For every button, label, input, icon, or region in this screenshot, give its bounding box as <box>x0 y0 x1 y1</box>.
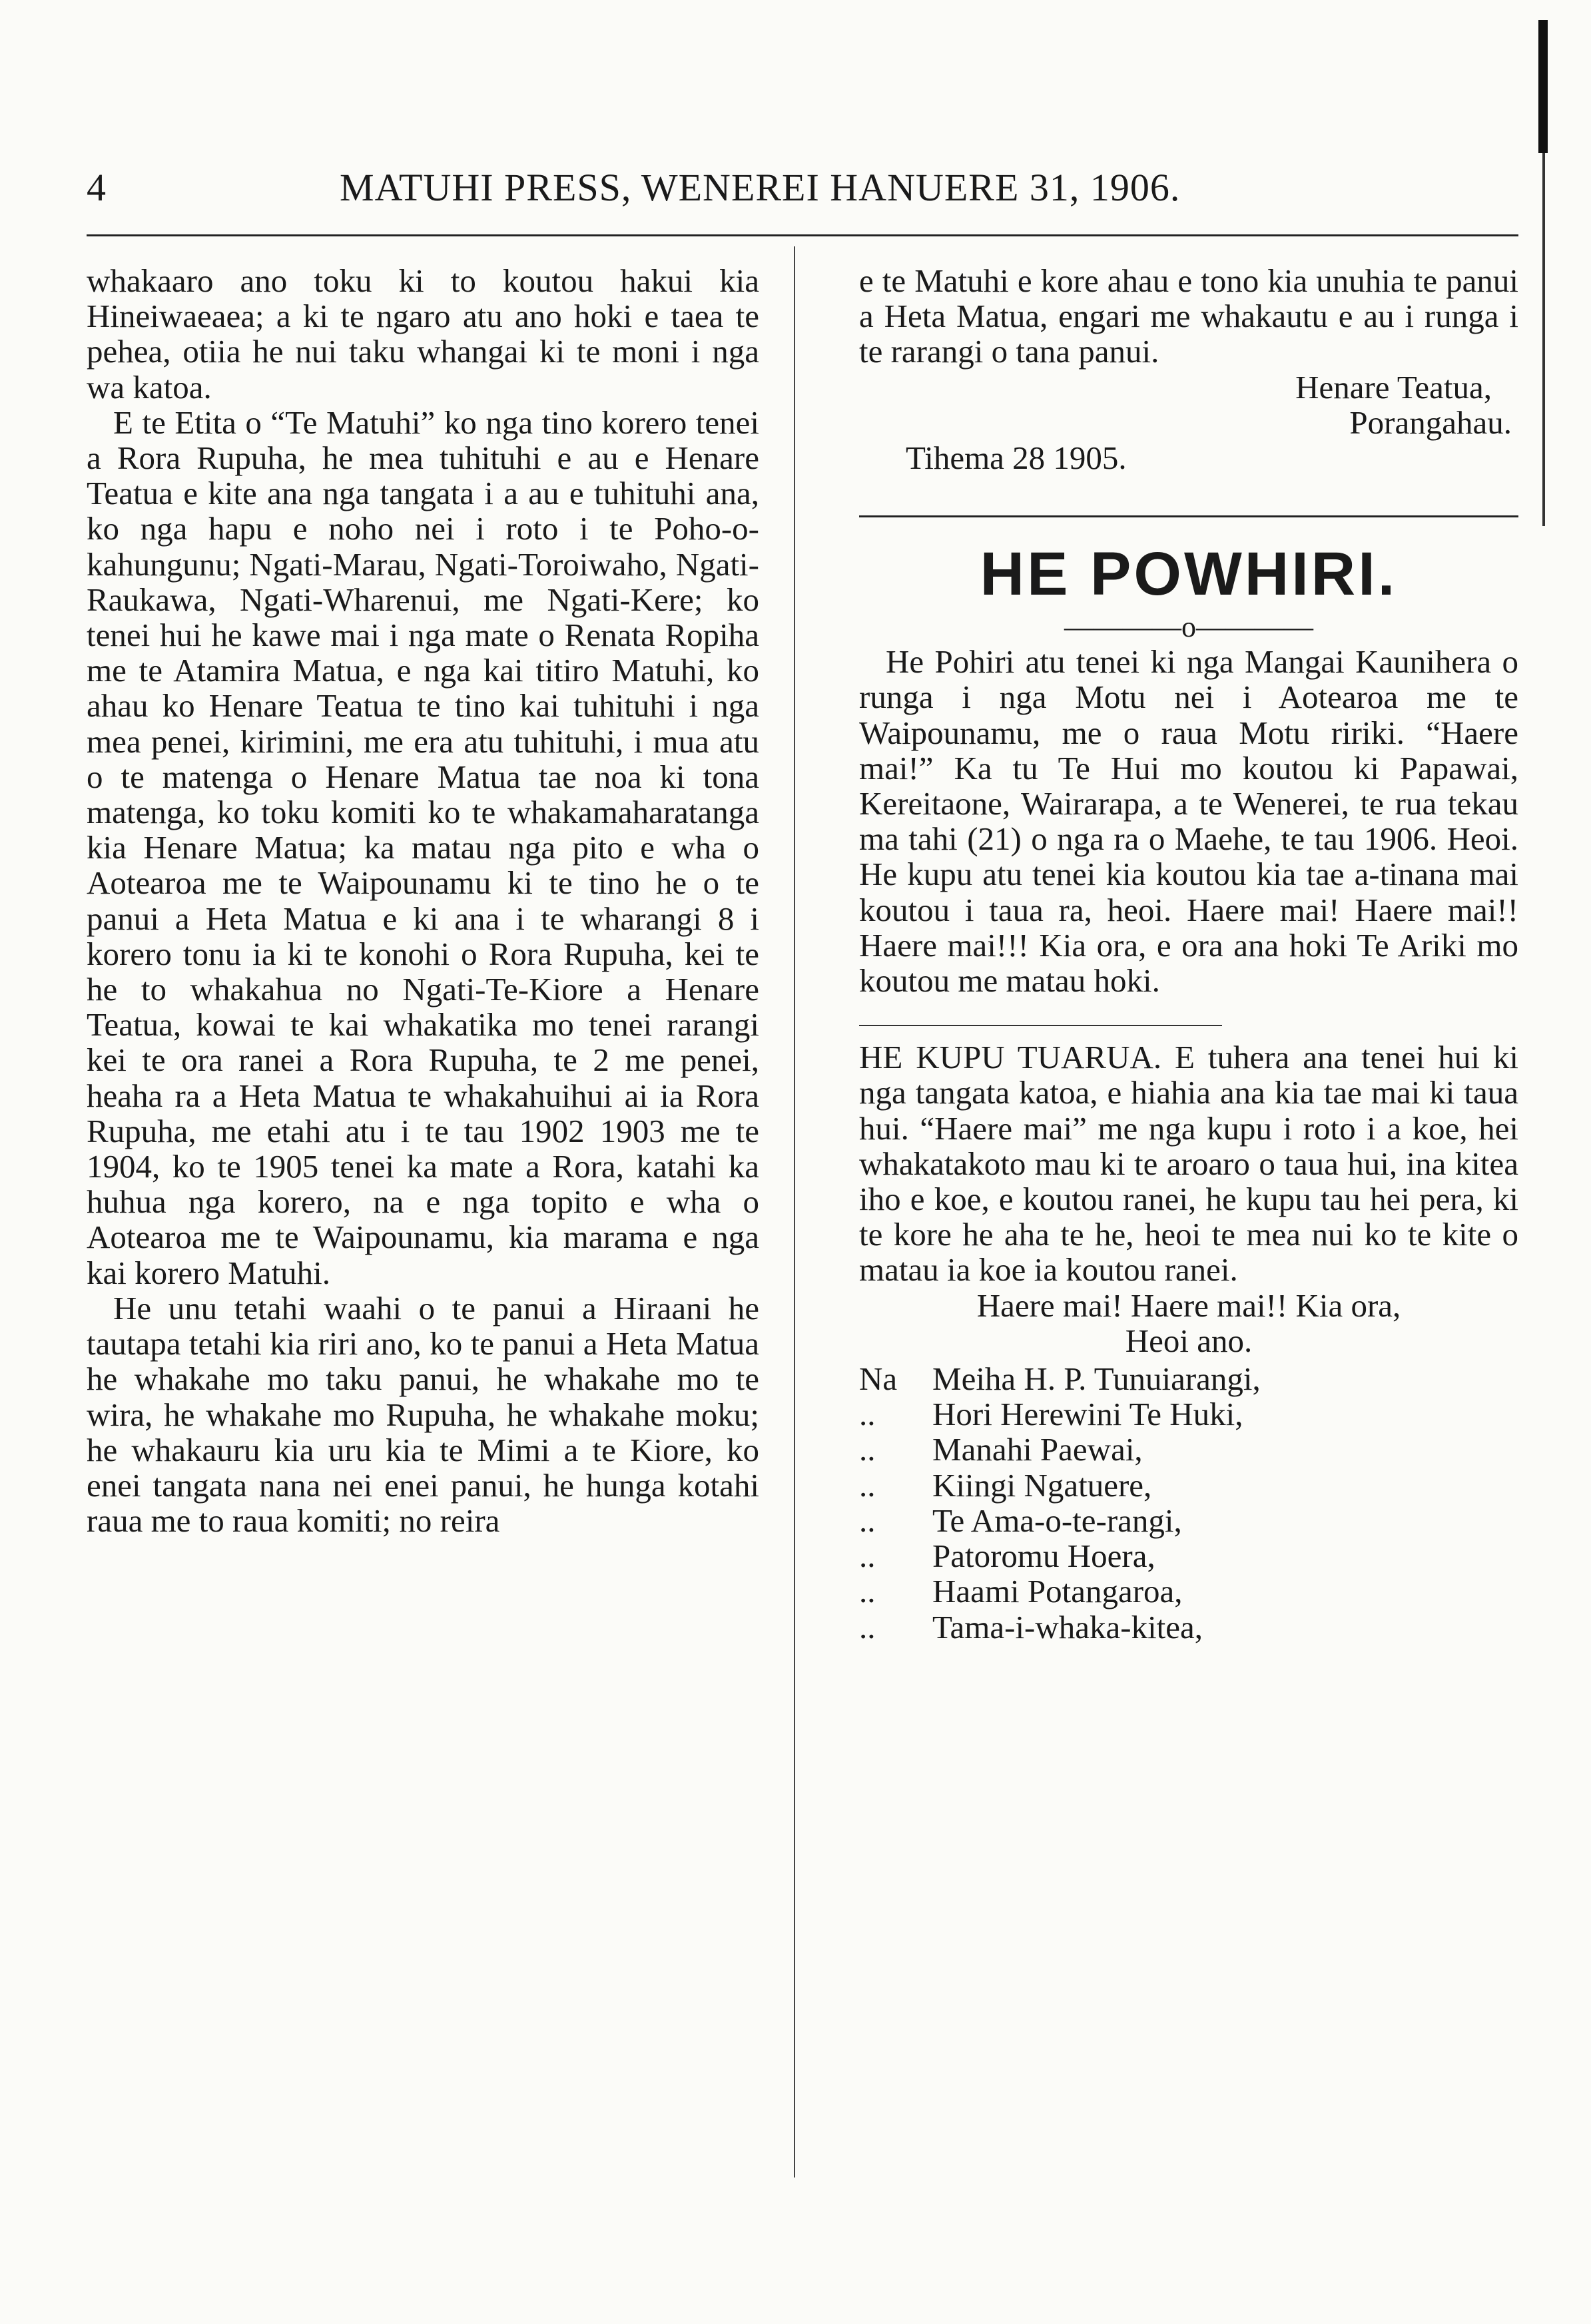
powhiri-paragraph: He Pohiri atu tenei ki nga Mangai Kaunihera o runga i nga Motu nei i Aotearoa me te Waipounamu, me o raua Motu ririki. “Haere mai!” Ka tu Te Hui mo koutou ki Papawai, Kereitaone, Wairarapa, a te Wenerei, te rua tekau ma tahi (21) o nga ra o Maehe, te tau 1906. Heoi. He kupu atu tenei kia koutou kia tae a-tinana mai koutou i taua ra, heoi. Haere mai! Haere mai!! Haere mai!!! Kia ora, e ora ana hoki Te Ariki mo koutou me matau hoki. <box>859 643 1518 1000</box>
signer-row <box>859 1609 1518 1645</box>
paragraph: E te Etita o “Te Matuhi” ko nga tino korero tenei a Rora Rupuha, he mea tuhituhi e au e Henare Teatua e kite ana nga tangata i a au e tuhituhi ana, ko nga hapu e noho nei i roto i te Poho-o-kahungunu; Ngati-Marau, Ngati-Toroiwaho, Ngati-Raukawa, Ngati-Wharenui, me Ngati-Kere; ko tenei hui he kawe mai i nga mate o Renata Ropiha me te Atamira Matua, e nga kai titiro Matuhi, ko ahau ko Henare Teatua te tino kai tuhituhi i nga mea penei, kirimini, me era atu tuhituhi, i mua atu o te matenga o Henare Matua tae noa ki tona matenga, ko toku komiti ko te whakamaharatanga kia Henare Matua; ka matau nga pito e wha o Aotearoa me te Waipounamu ki te tino he o te panui a Heta Matua e ki ana i te wharangi 8 i korero tonu ia ki te konohi o Rora Rupuha, kei te he to whakahua no Ngati-Te-Kiore a Henare Teatua, kowai te kai whakatika mo tenei rarangi kei te ora ranei a Rora Rupuha, te 2 me penei, heaha ra a Heta Matua te whakahuihui ai ia Rora Rupuha, me etahi atu i te tau 1902 1903 me te 1904, ko te 1905 tenei ka mate a Rora, katahi ka huhua nga korero, na e nga topito e wha o Aotearoa me te Waipounamu, kia marama e nga kai korero Matuhi. <box>87 404 759 1291</box>
signer-name: Tama-i-whaka-kitea, <box>932 1608 1203 1645</box>
signer-prefix: .. <box>859 1573 876 1610</box>
signer-row <box>859 1538 1518 1574</box>
section-title: HE POWHIRI. <box>980 540 1398 609</box>
signer-prefix: .. <box>859 1466 876 1504</box>
paragraph: He unu tetahi waahi o te panui a Hiraani he tautapa tetahi kia riri ano, ko te panui a Heta Matua he whakahe mo taku panui, he whakahe mo te wira, he whakahe mo Rupuha, he whakahe moku; he whakauru kia uru kia te Mimi a te Kiore, ko enei tangata nana nei enei panui, he hunga kotahi raua me to raua komiti; no reira <box>87 1289 759 1540</box>
page-header <box>87 165 1512 218</box>
signer-name: Te Ama-o-te-rangi, <box>932 1502 1182 1539</box>
signer-row <box>859 1468 1518 1503</box>
header-rule <box>87 234 1518 236</box>
signer-prefix: .. <box>859 1431 876 1468</box>
signer-row <box>859 1361 1518 1396</box>
page-number: 4 <box>87 166 107 209</box>
signature-place: Porangahau. <box>1349 404 1512 441</box>
signer-prefix: .. <box>859 1502 876 1539</box>
signers-list <box>859 1361 1518 1645</box>
signature-name: Henare Teatua, <box>1295 368 1492 406</box>
signer-name: Manahi Paewai, <box>932 1431 1143 1468</box>
signer-row <box>859 1432 1518 1467</box>
signer-row <box>859 1574 1518 1609</box>
signer-row <box>859 1503 1518 1538</box>
left-column <box>87 263 759 1538</box>
kupu-tuarua-paragraph: HE KUPU TUARUA. E tuhera ana tenei hui ki nga tangata katoa, e hiahia ana kia tae mai ki taua hui. “Haere mai” me nga kupu i roto i a koe, hei whakatakoto mau ki te aroaro o taua hui, ina kitea iho e koe, e koutou ranei, he kupu tau hei pera, ki te kore he aha te he, heoi te mea nui ko te kite o matau ia koe ia koutou ranei. <box>859 1039 1518 1289</box>
signer-row <box>859 1396 1518 1432</box>
ornament-divider: ————o———— <box>1064 611 1313 644</box>
paragraph: whakaaro ano toku ki to koutou hakui kia Hineiwaeaea; a ki te ngaro atu ano hoki e taea te pehea, otiia he nui taku whangai ki te moni i nga wa katoa. <box>87 262 759 406</box>
page-edge-mark <box>1538 20 1548 153</box>
signer-name: Meiha H. P. Tunuiarangi, <box>932 1360 1261 1398</box>
short-rule <box>859 1025 1222 1026</box>
letter-end: e te Matuhi e kore ahau e tono kia unuhia te panui a Heta Matua, engari me whakautu e au i runga i te rarangi o tana panui. <box>859 262 1518 370</box>
letter-date: Tihema 28 1905. <box>906 439 1127 477</box>
signer-name: Haami Potangaroa, <box>932 1573 1183 1610</box>
signer-name: Kiingi Ngatuere, <box>932 1466 1152 1504</box>
right-column <box>859 263 1518 1645</box>
signer-prefix: .. <box>859 1396 876 1433</box>
column-separator <box>794 246 795 2178</box>
signer-name: Hori Herewini Te Huki, <box>932 1396 1243 1433</box>
signer-name: Patoromu Hoera, <box>932 1538 1155 1575</box>
signer-prefix: .. <box>859 1608 876 1645</box>
signer-prefix: .. <box>859 1538 876 1575</box>
masthead: MATUHI PRESS, WENEREI HANUERE 31, 1906. <box>340 166 1181 209</box>
signer-prefix: Na <box>859 1360 898 1398</box>
section-rule <box>859 515 1518 517</box>
closing-heoi: Heoi ano. <box>1125 1322 1253 1359</box>
closing-greeting: Haere mai! Haere mai!! Kia ora, <box>976 1287 1401 1324</box>
page-edge-line <box>1542 153 1545 526</box>
